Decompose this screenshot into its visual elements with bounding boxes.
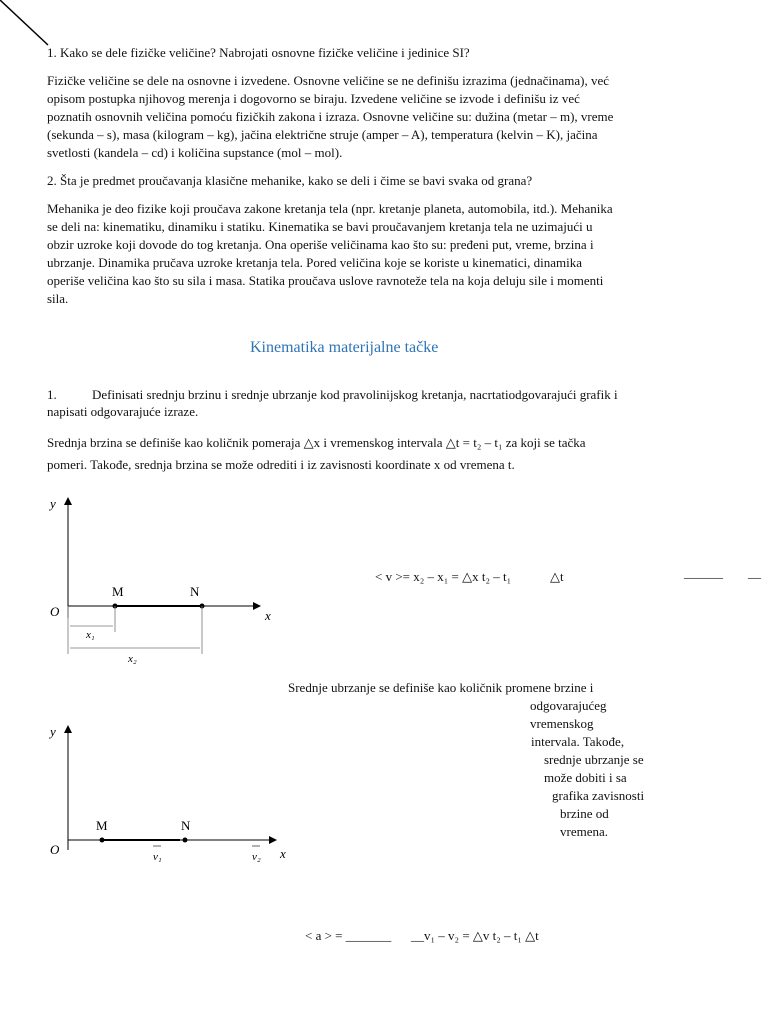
average-acceleration-formula-left: < a > = _______: [305, 928, 392, 943]
average-velocity-formula: < v >= x₂ – x₁ = △x t₂ – t₁: [375, 569, 512, 584]
answer-1-line: svetlosti (kandela – cd) i količina supstance (mol – mol).: [47, 145, 343, 160]
origin-label: O: [50, 842, 60, 857]
v1-label: v₁: [153, 851, 162, 863]
point-n-label: N: [190, 584, 200, 599]
point-n-label: N: [181, 818, 191, 833]
origin-label: O: [50, 604, 60, 619]
avg-accel-line-1: Srednje ubrzanje se definiše kao količnik promene brzine i: [288, 680, 594, 695]
position-graph: [40, 490, 290, 670]
kinematics-question-line-1: Definisati srednju brzinu i srednje ubrzanje kod pravolinijskog kretanja, nacrtatiodgovarajući grafik i: [92, 387, 618, 402]
avg-accel-line: grafika zavisnosti: [552, 788, 645, 803]
v2-label: v₂: [252, 851, 261, 863]
answer-1: [47, 72, 613, 162]
kinematics-question-number: 1.: [47, 387, 57, 402]
answer-1-line: poznatih osnovnih veličina pomoću fizičkih zakona i izraza. Osnovne veličine su: dužina (metar – m), vreme: [47, 109, 614, 124]
y-axis-label: y: [50, 724, 56, 739]
answer-1-line: Fizičke veličine se dele na osnovne i izvedene. Osnovne veličine se ne definišu izrazima (jednačinama), već: [47, 73, 610, 88]
answer-2-line: obzir uzroke koji dovode do tog kretanja. Ona operiše veličinama kao što su: pređeni put, vreme, brzina i: [47, 237, 594, 252]
avg-speed-line-2: pomeri. Takođe, srednja brzina se može odrediti i iz zavisnosti koordinate x od vremena t.: [47, 457, 515, 472]
delta-t: △t: [550, 569, 564, 584]
fraction-line-1: ______: [684, 565, 723, 580]
x-axis-label: x: [265, 608, 271, 623]
answer-2-line: ubrzanje. Dinamika pručava uzroke kretanja tela. Pored veličina koje se koriste u kinematici, dinamika: [47, 255, 582, 270]
avg-speed-line-1: Srednja brzina se definiše kao količnik pomeraja △x i vremenskog intervala △t = t₂ – t₁ za koji se tačka: [47, 435, 586, 450]
answer-2-line: se deli na: kinematiku, dinamiku i statiku. Kinematika se bavi proučavanjem kretanja tela ne uzimajući u: [47, 219, 593, 234]
question-2: 2. Šta je predmet proučavanja klasične mehanike, kako se deli i čime se bavi svaka od grana?: [47, 173, 533, 188]
y-axis-label: y: [50, 496, 56, 511]
avg-accel-line: srednje ubrzanje se: [544, 752, 644, 767]
section-title: Kinematika materijalne tačke: [250, 339, 439, 356]
avg-accel-column: [530, 697, 644, 841]
avg-accel-line: odgovarajućeg: [530, 698, 607, 713]
fraction-line-2: __: [748, 565, 761, 580]
avg-accel-line: može dobiti i sa: [544, 770, 627, 785]
x-axis-label: x: [280, 846, 286, 861]
question-1: 1. Kako se dele fizičke veličine? Nabrojati osnovne fizičke veličine i jedinice SI?: [47, 45, 470, 60]
answer-1-line: opisom postupka njihovog merenja i dogovorno se biraju. Izvedene veličine se izvode i definišu iz već: [47, 91, 580, 106]
answer-2-line: operiše veličina kao što su sila i masa. Statika proučava uslove ravnoteže tela na koja deluju sile i momenti: [47, 273, 604, 288]
avg-accel-line: vremena.: [560, 824, 609, 839]
answer-1-line: (sekunda – s), masa (kilogram – kg), jačina električne struje (amper – A), temperatura (kelvin – K), jačina: [47, 127, 598, 142]
avg-accel-line: vremenskog: [530, 716, 594, 731]
x2-label: x₂: [128, 653, 137, 665]
answer-2-line: Mehanika je deo fizike koji proučava zakone kretanja tela (npr. kretanje planeta, automobila, itd.). Mehanika: [47, 201, 613, 216]
point-m-label: M: [96, 818, 108, 833]
point-m-label: M: [112, 584, 124, 599]
average-acceleration-formula-right: __v₁ – v₂ = △v t₂ – t₁ △t: [411, 928, 539, 943]
avg-accel-line: brzine od: [560, 806, 609, 821]
answer-2-line: sila.: [47, 291, 69, 306]
x1-label: x₁: [86, 629, 95, 641]
avg-accel-line: intervala. Takođe,: [531, 734, 625, 749]
velocity-graph: [40, 720, 300, 870]
kinematics-question-line-2: napisati odgovarajuće izraze.: [47, 404, 199, 419]
point-m: [100, 838, 105, 843]
point-n: [183, 838, 188, 843]
answer-2: [47, 200, 613, 308]
